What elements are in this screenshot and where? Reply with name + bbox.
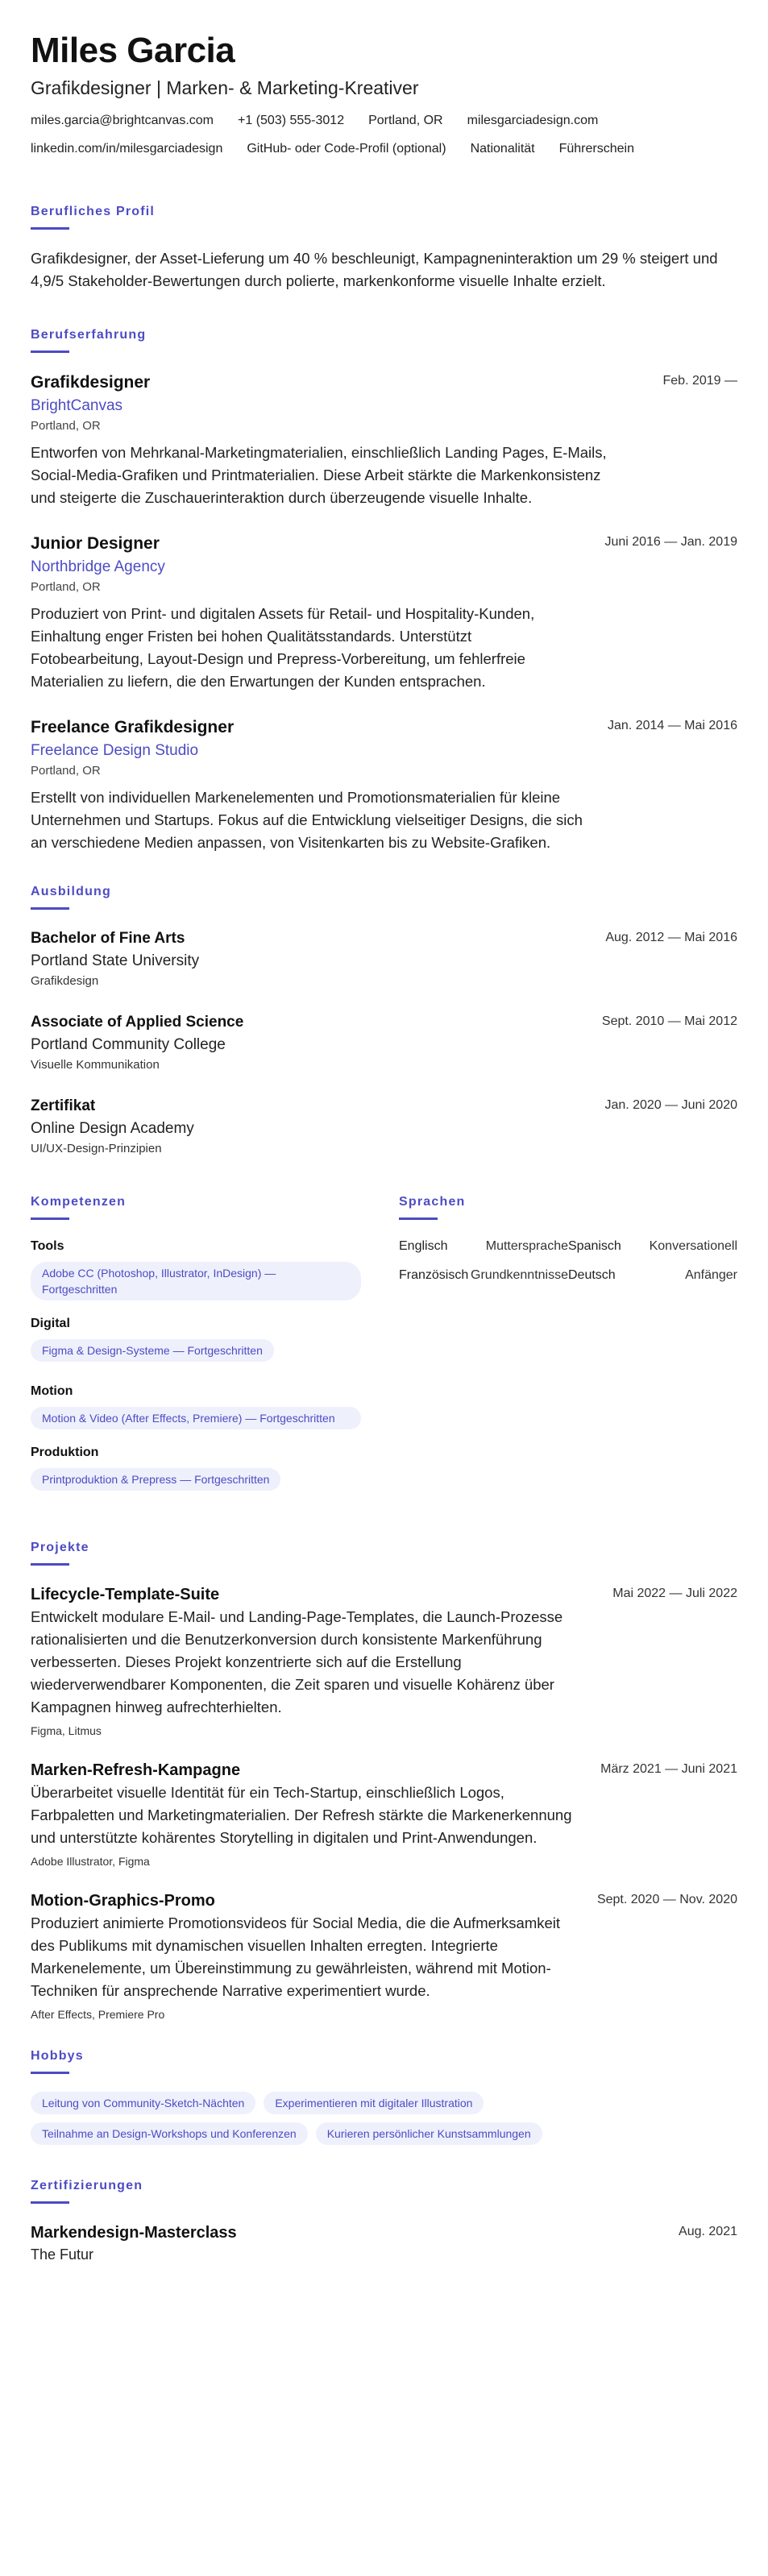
education-entry <box>31 1011 737 1074</box>
project-entry <box>31 1889 737 2023</box>
contact-github[interactable]: GitHub- oder Code-Profil (optional) <box>247 142 446 156</box>
job-company: BrightCanvas <box>31 397 123 414</box>
job-company: Northbridge Agency <box>31 558 165 575</box>
section-title-education: Ausbildung <box>31 885 111 898</box>
skill-pill: Figma & Design-Systeme — Fortgeschritten <box>31 1339 274 1362</box>
edu-date: Jan. 2020 — Juni 2020 <box>604 1098 737 1112</box>
job-title: Junior Designer <box>31 534 160 553</box>
contact-license: Führerschein <box>558 142 634 156</box>
language-item <box>568 1238 737 1255</box>
project-name: Lifecycle-Template-Suite <box>31 1586 220 1603</box>
section-title-profile: Berufliches Profil <box>31 205 156 218</box>
job-description: Erstellt von individuellen Markenelementen und Promotionsmaterialien für kleine Unternehmen und Startups. Fokus auf die Entwicklung vielseitiger Designs, die sich an verschiedene Medien anpassen, von Visitenkarten bis zu Website-Grafiken. <box>31 789 583 851</box>
edu-degree: Associate of Applied Science <box>31 1014 244 1031</box>
certification-entry <box>31 2221 737 2265</box>
skills-column <box>31 1179 369 1512</box>
edu-field: UI/UX-Design-Prinzipien <box>31 1142 162 1155</box>
contact-nationality: Nationalität <box>470 142 535 156</box>
edu-school: Portland Community College <box>31 1036 226 1053</box>
section-title-skills: Kompetenzen <box>31 1195 127 1209</box>
edu-degree: Bachelor of Fine Arts <box>31 930 185 947</box>
project-tools: Figma, Litmus <box>31 1724 102 1737</box>
section-divider <box>31 907 69 910</box>
experience-entry <box>31 371 737 509</box>
project-description: Überarbeitet visuelle Identität für ein Tech-Startup, einschließlich Logos, Farbpaletten und Marketingmaterialien. Der Refresh stärkte die Markenerkennung und unterstützte kohärentes Storytelling in digitalen und Print-Anwendungen. <box>31 1784 572 1846</box>
section-divider <box>31 2201 69 2204</box>
contact-phone[interactable]: +1 (503) 555-3012 <box>238 114 345 127</box>
contact-linkedin[interactable]: linkedin.com/in/milesgarciadesign <box>31 142 223 156</box>
job-title: Freelance Grafikdesigner <box>31 718 235 736</box>
certification-issuer: The Futur <box>31 2246 94 2263</box>
contact-location: Portland, OR <box>368 114 443 127</box>
language-name: Deutsch <box>568 1268 616 1282</box>
skill-group <box>31 1315 369 1368</box>
language-level: Grundkenntnisse <box>471 1268 568 1282</box>
language-level: Muttersprache <box>485 1239 568 1253</box>
skills-languages-row <box>31 1179 737 1512</box>
job-title: Grafikdesigner <box>31 373 151 392</box>
language-list <box>399 1238 737 1284</box>
experience-entry <box>31 716 737 854</box>
job-company: Freelance Design Studio <box>31 742 199 759</box>
job-location: Portland, OR <box>31 764 101 778</box>
project-description: Produziert animierte Promotionsvideos für Social Media, die die Aufmerksamkeit des Publikums mit dynamischen visuellen Inhalten erregten. Integrierte Markenelemente, um Übereinstimmung zu gewährleisten, während mit Motion-Techniken für ansprechende Narrative experimentiert wurde. <box>31 1914 561 1999</box>
language-item <box>399 1238 568 1255</box>
hobby-pill: Teilnahme an Design-Workshops und Konferenzen <box>31 2122 308 2145</box>
skill-group <box>31 1238 369 1300</box>
section-divider <box>31 227 69 230</box>
section-divider <box>31 1563 69 1566</box>
project-entry <box>31 1759 737 1870</box>
edu-field: Visuelle Kommunikation <box>31 1058 160 1072</box>
edu-school: Online Design Academy <box>31 1120 194 1137</box>
contact-list <box>31 111 737 168</box>
profile-text: Grafikdesigner, der Asset-Lieferung um 40 % beschleunigt, Kampagneninteraktion um 29 % steigert und 4,9/5 Stakeholder-Bewertungen durch polierte, markenkonforme visuelle Inhalte erzielt. <box>31 250 718 289</box>
language-level: Konversationell <box>649 1239 737 1253</box>
hobby-pill: Kurieren persönlicher Kunstsammlungen <box>316 2122 542 2145</box>
project-tools: Adobe Illustrator, Figma <box>31 1855 150 1868</box>
job-description: Produziert von Print- und digitalen Assets für Retail- und Hospitality-Kunden, Einhaltung enger Fristen bei hohen Qualitätsstandards. Unterstützt Fotobearbeitung, Layout-Design und Prepress-Vorbereitung, um fehlerfreie Materialien zu liefern, die den Erwartungen der Kunden entsprachen. <box>31 605 535 690</box>
job-description: Entworfen von Mehrkanal-Marketingmaterialien, einschließlich Landing Pages, E-Mails, Social-Media-Grafiken und Printmaterialien. Diese Arbeit stärkte die Markenkonsistenz und steigerte die Zuschauerinteraktion durch überzeugende visuelle Inhalte. <box>31 444 607 506</box>
experience-entry <box>31 532 737 693</box>
project-date: März 2021 — Juni 2021 <box>600 1762 737 1776</box>
section-divider <box>31 351 69 353</box>
project-date: Sept. 2020 — Nov. 2020 <box>596 1893 737 1906</box>
skill-category: Digital <box>31 1317 70 1330</box>
certification-date: Aug. 2021 <box>679 2225 737 2238</box>
language-name: Spanisch <box>568 1239 621 1253</box>
edu-school: Portland State University <box>31 952 200 969</box>
section-title-experience: Berufserfahrung <box>31 328 147 342</box>
section-title-hobbies: Hobbys <box>31 2049 84 2063</box>
education-entry <box>31 927 737 990</box>
edu-degree: Zertifikat <box>31 1097 96 1114</box>
job-location: Portland, OR <box>31 419 101 433</box>
section-title-projects: Projekte <box>31 1541 89 1554</box>
language-name: Französisch <box>399 1268 469 1282</box>
skill-category: Produktion <box>31 1446 99 1459</box>
section-title-languages: Sprachen <box>399 1195 466 1209</box>
project-description: Entwickelt modulare E-Mail- und Landing-Page-Templates, die Launch-Prozesse rationalisierten und die Benutzerkonversion durch konsistente Markenführung verbesserten. Dieses Projekt konzentrierte sich auf die Erstellung wiederverwendbarer Komponenten, die Zeit sparen und visuelle Kohärenz über Kampagnen hinweg aufrechterhielten. <box>31 1608 563 1715</box>
language-item <box>568 1267 737 1284</box>
skill-pill: Adobe CC (Photoshop, Illustrator, InDesign) — Fortgeschritten <box>31 1262 361 1300</box>
hobby-pill: Experimentieren mit digitaler Illustration <box>264 2092 484 2114</box>
language-name: Englisch <box>399 1239 448 1253</box>
skill-group <box>31 1383 369 1429</box>
job-date: Feb. 2019 — <box>662 374 737 388</box>
job-location: Portland, OR <box>31 580 101 594</box>
hobby-list <box>31 2092 643 2153</box>
hobby-pill: Leitung von Community-Sketch-Nächten <box>31 2092 255 2114</box>
project-tools: After Effects, Premiere Pro <box>31 2008 165 2021</box>
language-item <box>399 1267 568 1284</box>
project-entry <box>31 1583 737 1740</box>
edu-date: Sept. 2010 — Mai 2012 <box>601 1014 737 1028</box>
education-entry <box>31 1095 737 1158</box>
skill-pill: Printproduktion & Prepress — Fortgeschritten <box>31 1468 280 1491</box>
contact-website[interactable]: milesgarciadesign.com <box>467 114 599 127</box>
language-level: Anfänger <box>685 1268 737 1282</box>
edu-date: Aug. 2012 — Mai 2016 <box>605 931 737 944</box>
section-title-certifications: Zertifizierungen <box>31 2179 143 2192</box>
languages-column <box>399 1179 737 1512</box>
section-divider <box>399 1217 438 1220</box>
skill-group <box>31 1444 369 1497</box>
edu-field: Grafikdesign <box>31 974 99 988</box>
skill-pill: Motion & Video (After Effects, Premiere) — Fortgeschritten <box>31 1407 361 1429</box>
contact-email[interactable]: miles.garcia@brightcanvas.com <box>31 114 214 127</box>
certification-name: Markendesign-Masterclass <box>31 2224 237 2242</box>
job-date: Juni 2016 — Jan. 2019 <box>604 535 737 549</box>
job-date: Jan. 2014 — Mai 2016 <box>608 719 737 732</box>
section-divider <box>31 1217 69 1220</box>
candidate-headline: Grafikdesigner | Marken- & Marketing-Kreativer <box>31 77 419 98</box>
section-divider <box>31 2072 69 2074</box>
project-name: Motion-Graphics-Promo <box>31 1892 215 1910</box>
project-date: Mai 2022 — Juli 2022 <box>612 1587 737 1600</box>
skill-category: Motion <box>31 1384 73 1398</box>
project-name: Marken-Refresh-Kampagne <box>31 1761 241 1779</box>
skill-category: Tools <box>31 1239 64 1253</box>
candidate-name: Miles Garcia <box>31 31 235 70</box>
